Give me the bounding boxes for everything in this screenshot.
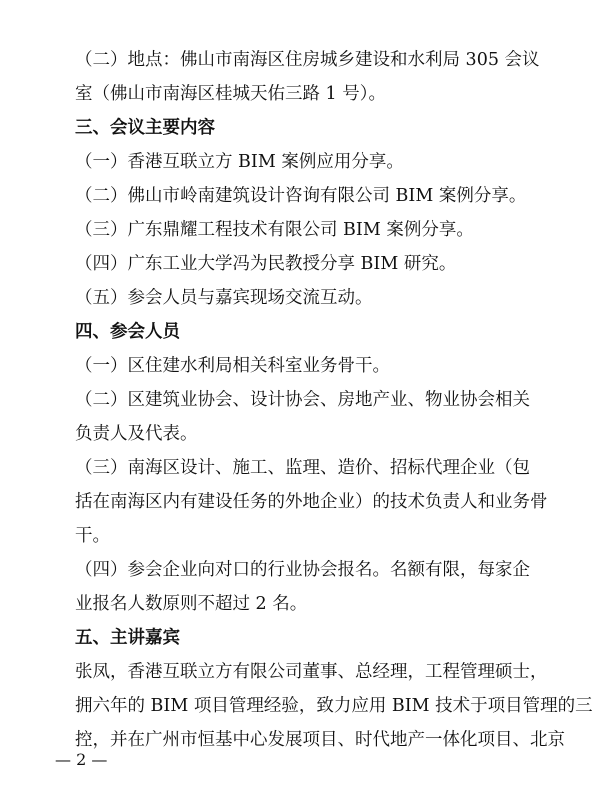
text-line: （三）南海区设计、施工、监理、造价、招标代理企业（包 <box>75 458 530 478</box>
text-line: 业报名人数原则不超过 2 名。 <box>75 594 308 614</box>
section-heading: 五、主讲嘉宾 <box>75 628 180 648</box>
text-line: 括在南海区内有建设任务的外地企业）的技术负责人和业务骨 <box>75 492 548 512</box>
text-line: （四）参会企业向对口的行业协会报名。名额有限，每家企 <box>75 560 530 580</box>
text-line: 拥六年的 BIM 项目管理经验，致力应用 BIM 技术于项目管理的三 <box>75 696 593 716</box>
text-line: 控，并在广州市恒基中心发展项目、时代地产一体化项目、北京 <box>75 730 565 750</box>
text-line: （四）广东工业大学冯为民教授分享 BIM 研究。 <box>75 254 457 274</box>
text-line: （三）广东鼎耀工程技术有限公司 BIM 案例分享。 <box>75 220 474 240</box>
page-number: — 2 — <box>55 750 108 769</box>
text-line: 张凤，香港互联立方有限公司董事、总经理，工程管理硕士， <box>75 662 548 682</box>
text-line: （一）区住建水利局相关科室业务骨干。 <box>75 356 390 376</box>
section-heading: 三、会议主要内容 <box>75 118 215 138</box>
text-line: 干。 <box>75 526 110 546</box>
text-line: （五）参会人员与嘉宾现场交流互动。 <box>75 288 373 308</box>
text-line: （二）佛山市岭南建筑设计咨询有限公司 BIM 案例分享。 <box>75 186 527 206</box>
text-line: （一）香港互联立方 BIM 案例应用分享。 <box>75 152 404 172</box>
text-line: （二）区建筑业协会、设计协会、房地产业、物业协会相关 <box>75 390 530 410</box>
text-line: 负责人及代表。 <box>75 424 198 444</box>
text-line: （二）地点：佛山市南海区住房城乡建设和水利局 305 会议 <box>75 50 540 70</box>
section-heading: 四、参会人员 <box>75 322 180 342</box>
text-line: 室（佛山市南海区桂城天佑三路 1 号）。 <box>75 84 387 104</box>
